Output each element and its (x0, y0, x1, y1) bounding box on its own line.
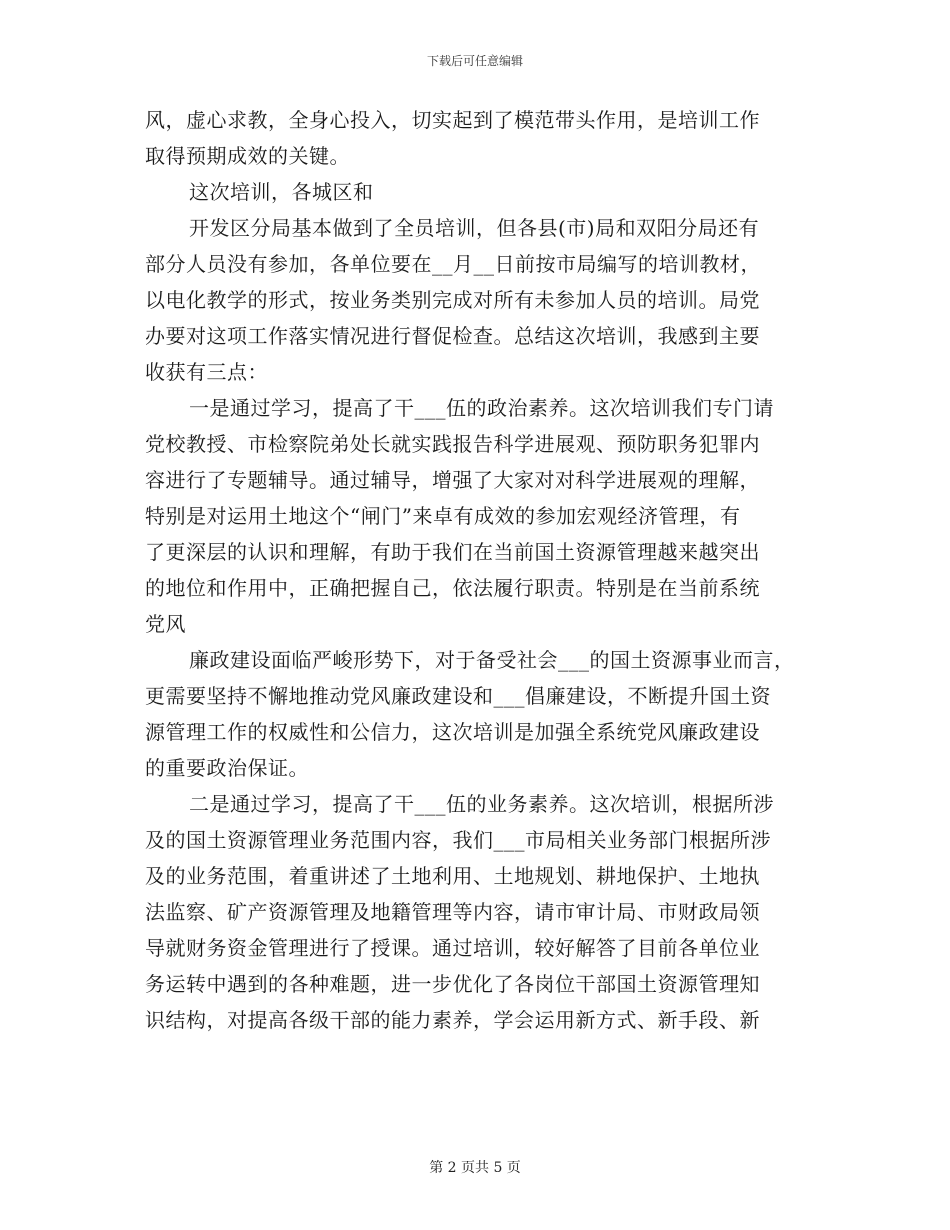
text-line: 容进行了专题辅导。通过辅导，增强了大家对对科学进展观的理解， (145, 468, 760, 492)
text-line: 收获有三点： (145, 360, 268, 384)
text-line: 及的业务范围，着重讲述了土地利用、土地规划、耕地保护、土地执 (145, 864, 760, 888)
text-line: 一是通过学习，提高了干___伍的政治素养。这次培训我们专门请 (189, 396, 774, 420)
text-line: 党风 (145, 612, 186, 636)
document-body (145, 102, 825, 1038)
text-line: 的地位和作用中，正确把握自己，依法履行职责。特别是在当前系统 (145, 576, 760, 600)
text-line: 党校教授、市检察院弟处长就实践报告科学进展观、预防职务犯罪内 (145, 432, 760, 456)
text-line: 开发区分局基本做到了全员培训，但各县(市)局和双阳分局还有 (189, 216, 760, 240)
text-line: 这次培训，各城区和 (189, 180, 374, 204)
text-line: 的重要政治保证。 (145, 756, 309, 780)
text-line: 风，虚心求教，全身心投入，切实起到了模范带头作用，是培训工作 (145, 108, 760, 132)
text-line: 及的国土资源管理业务范围内容，我们___市局相关业务部门根据所涉 (145, 828, 771, 852)
text-line: 取得预期成效的关键。 (145, 144, 350, 168)
text-line: 导就财务资金管理进行了授课。通过培训，较好解答了目前各单位业 (145, 936, 760, 960)
text-line: 源管理工作的权威性和公信力，这次培训是加强全系统党风廉政建设 (145, 720, 760, 744)
text-line: 部分人员没有参加，各单位要在__月__日前按市局编写的培训教材， (145, 252, 761, 276)
text-line: 更需要坚持不懈地推动党风廉政建设和___倡廉建设，不断提升国土资 (145, 684, 771, 708)
text-line: 二是通过学习，提高了干___伍的业务素养。这次培训，根据所涉 (189, 792, 774, 816)
text-line: 务运转中遇到的各种难题，进一步优化了各岗位干部国土资源管理知 (145, 972, 760, 996)
text-line: 特别是对运用土地这个“闸门”来卓有成效的参加宏观经济管理，有 (145, 504, 741, 528)
text-line: 识结构，对提高各级干部的能力素养，学会运用新方式、新手段、新 (145, 1008, 760, 1032)
text-line: 廉政建设面临严峻形势下，对于备受社会___的国土资源事业而言， (189, 648, 795, 672)
text-line: 以电化教学的形式，按业务类别完成对所有未参加人员的培训。局党 (145, 288, 760, 312)
page-header: 下载后可任意编辑 (426, 54, 523, 68)
text-line: 法监察、矿产资源管理及地籍管理等内容，请市审计局、市财政局领 (145, 900, 760, 924)
page-number: 第 2 页共 5 页 (429, 1160, 521, 1176)
text-line: 了更深层的认识和理解，有助于我们在当前国土资源管理越来越突出 (145, 540, 760, 564)
text-line: 办要对这项工作落实情况进行督促检查。总结这次培训，我感到主要 (145, 324, 760, 348)
